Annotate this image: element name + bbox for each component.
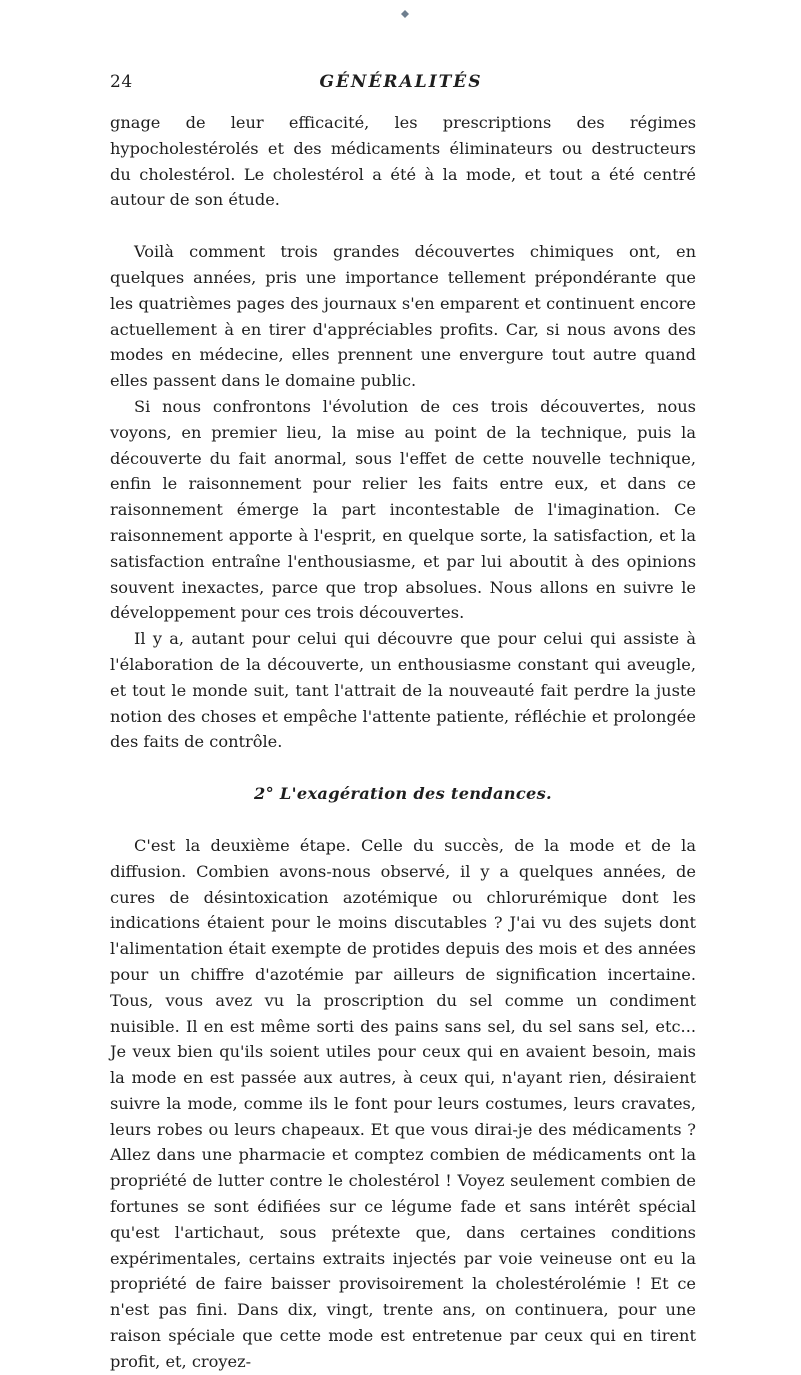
paragraph-5: C'est la deuxième étape. Celle du succès, de la mode et de la diffusion. Combien avons-nous observé, il y a quelques années, de cures de désintoxication azotémique ou chlorurémique dont les indications étaient pour le moins discutables ? J'ai vu des sujets dont l'alimentation était exempte de protides depuis des mois et des années pour un chiffre d'azotémie par ailleurs de signification incertaine. Tous, vous avez vu la proscription du sel comme un condiment nuisible. Il en est même sorti des pains sans sel, du sel sans sel, etc... Je veux bien qu'ils soient utiles pour ceux qui en avaient besoin, mais la mode en est passée aux autres, à ceux qui, n'ayant rien, désiraient suivre la mode, comme ils le font pour leurs costumes, leurs cravates, leurs robes ou leurs chapeaux. Et que vous dirai-je des médicaments ? Allez dans une pharmacie et comptez combien de médicaments ont la propriété de lutter contre le cholestérol ! Voyez seulement combien de fortunes se sont édifiées sur ce légume fade et sans intérêt spécial qu'est l'artichaut, sous prétexte que, dans certaines conditions expérimentales, certains extraits injectés par voie veineuse ont eu la propriété de faire baisser provisoirement la cholestérolémie ! Et ce n'est pas fini. Dans dix, vingt, trente ans, on continuera, pour une raison spéciale que cette mode est entretenue par ceux qui en tirent profit, et, croyez-: [110, 835, 696, 1371]
paragraph-4: Il y a, autant pour celui qui découvre que pour celui qui assiste à l'élaboration de la découverte, un enthousiasme constant qui aveugle, et tout le monde suit, tant l'attrait de la nouveauté fait perdre la juste notion des choses et empêche l'attente patiente, réfléchie et prolongée des faits de contrôle.: [110, 629, 696, 752]
page-body: [110, 110, 696, 1375]
paragraph-2: Voilà comment trois grandes découvertes chimiques ont, en quelques années, pris une importance tellement prépondérante que les quatrièmes pages des journaux s'en emparent et continuent encore actuellement à en tirer d'appréciables profits. Car, si nous avons des modes en médecine, elles prennent une envergure tout autre quand elles passent dans le domaine public.: [110, 242, 696, 391]
paragraph-3: Si nous confrontons l'évolution de ces trois découvertes, nous voyons, en premier lieu, la mise au point de la technique, puis la découverte du fait anormal, sous l'effet de cette nouvelle technique, enfin le raisonnement pour relier les faits entre eux, et dans ce raisonnement émerge la part incontestable de l'imagination. Ce raisonnement apporte à l'esprit, en quelque sorte, la satisfaction, et la satisfaction entraîne l'enthousiasme, et par lui aboutit à des opinions souvent inexactes, parce que trop absolues. Nous allons en suivre le développement pour ces trois découvertes.: [110, 396, 696, 623]
printer-ornament-icon: [401, 10, 409, 18]
paragraph-1: gnage de leur efficacité, les prescriptions des régimes hypocholestérolés et des médicaments éliminateurs ou destructeurs du cholestérol. Le cholestérol a été à la mode, et tout a été centré autour de son étude.: [110, 113, 696, 210]
page-number: 24: [110, 72, 133, 92]
section-heading: 2° L'exagération des tendances.: [254, 784, 552, 804]
running-title: GÉNÉRALITÉS: [319, 72, 483, 92]
